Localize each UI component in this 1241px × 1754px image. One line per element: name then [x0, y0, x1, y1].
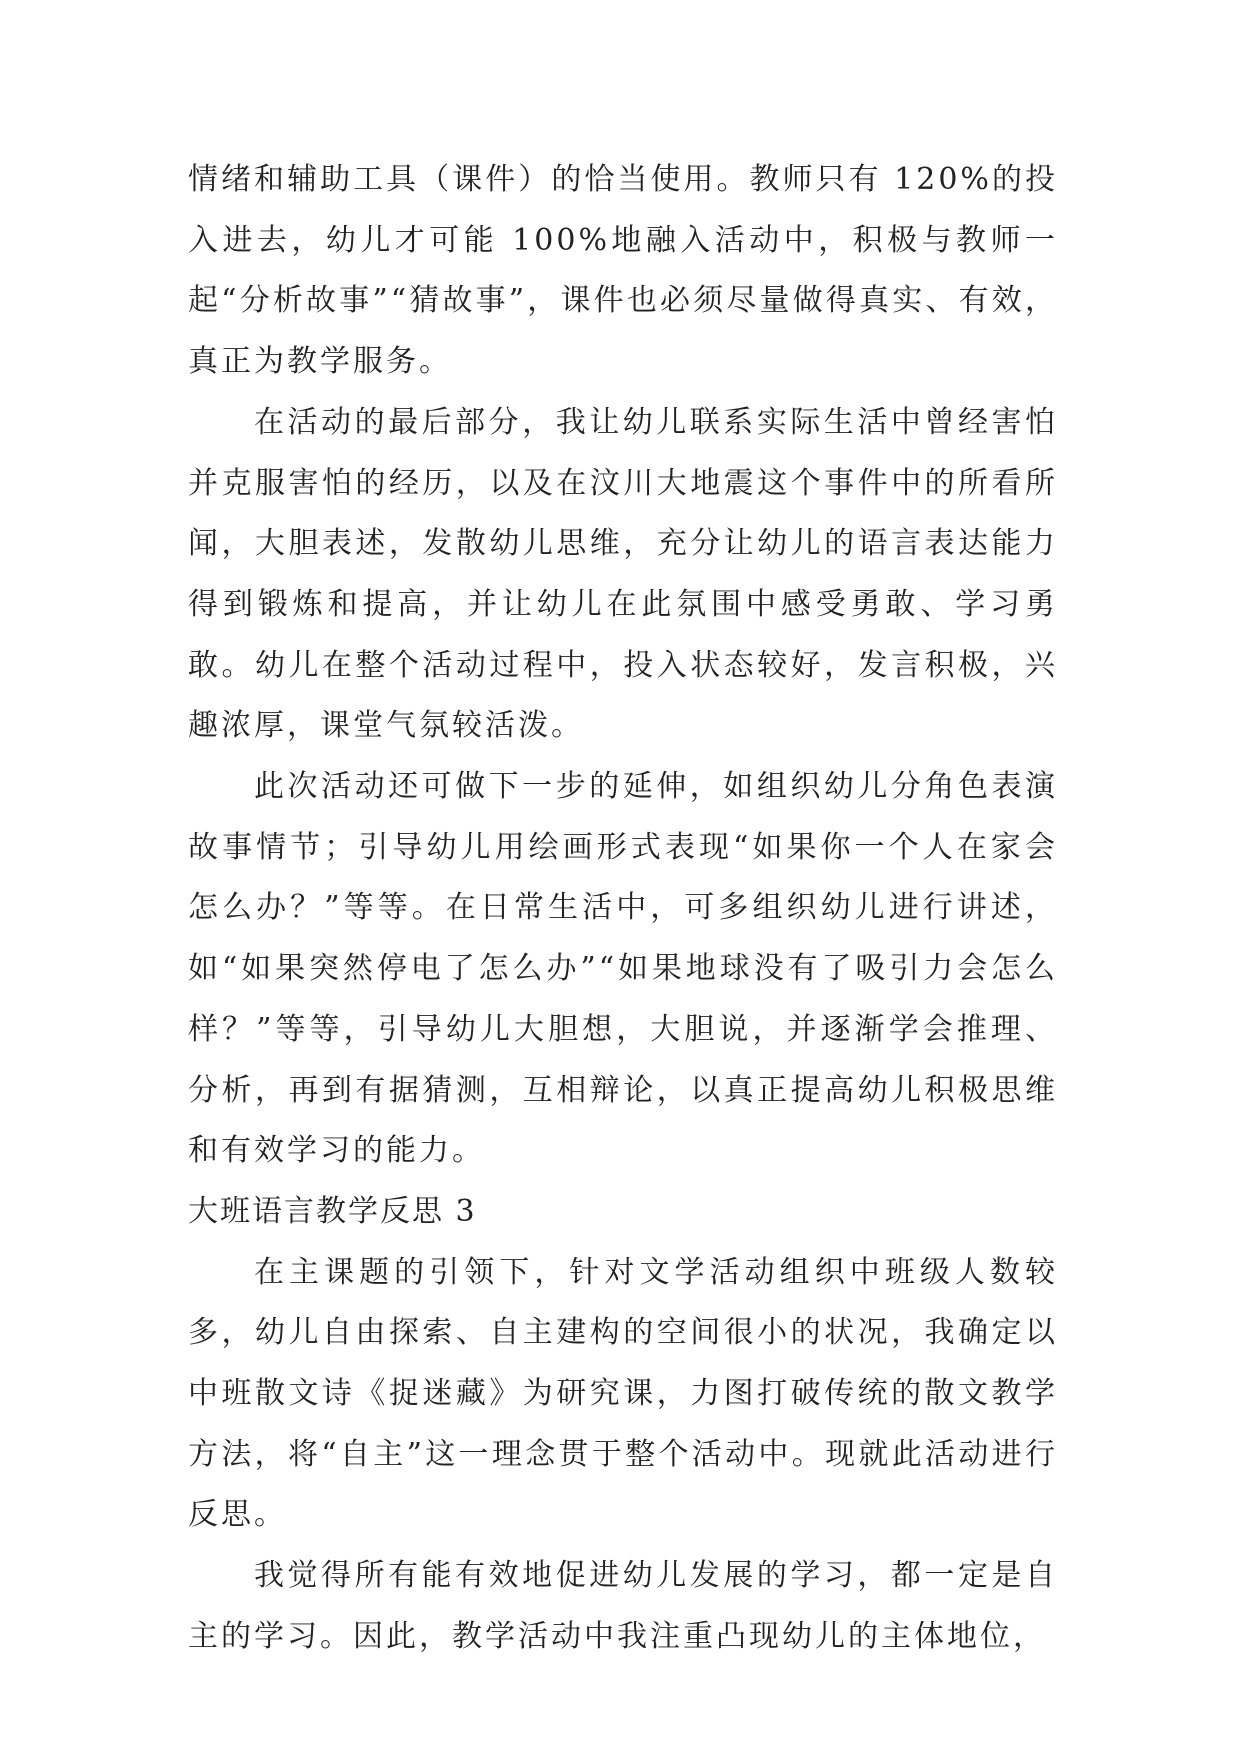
paragraph-continued: 情绪和辅助工具（课件）的恰当使用。教师只有 120%的投入进去，幼儿才可能 100%地融入活动中，积极与教师一起“分析故事”“猜故事”，课件也必须尽量做得真实、有效，真正为教学服务。 [188, 162, 1058, 380]
paragraph-section-autonomy: 我觉得所有能有效地促进幼儿发展的学习，都一定是自主的学习。因此，教学活动中我注重凸现幼儿的主体地位， [188, 1558, 1058, 1654]
paragraph-section-intro: 在主课题的引领下，针对文学活动组织中班级人数较多，幼儿自由探索、自主建构的空间很小的状况，我确定以中班散文诗《捉迷藏》为研究课，力图打破传统的散文教学方法，将“自主”这一理念贯于整个活动中。现就此活动进行反思。 [188, 1254, 1058, 1533]
document-body [188, 150, 1058, 1668]
section-heading: 大班语言教学反思 3 [188, 1193, 477, 1229]
paragraph-activity-extension: 此次活动还可做下一步的延伸，如组织幼儿分角色表演故事情节；引导幼儿用绘画形式表现“如果你一个人在家会怎么办？”等等。在日常生活中，可多组织幼儿进行讲述，如“如果突然停电了怎么办”“如果地球没有了吸引力会怎么样？”等等，引导幼儿大胆想，大胆说，并逐渐学会推理、分析，再到有据猜测，互相辩论，以真正提高幼儿积极思维和有效学习的能力。 [188, 769, 1058, 1169]
paragraph-activity-summary: 在活动的最后部分，我让幼儿联系实际生活中曾经害怕并克服害怕的经历，以及在汶川大地震这个事件中的所看所闻，大胆表述，发散幼儿思维，充分让幼儿的语言表达能力得到锻炼和提高，并让幼儿在此氛围中感受勇敢、学习勇敢。幼儿在整个活动过程中，投入状态较好，发言积极，兴趣浓厚，课堂气氛较活泼。 [188, 404, 1058, 744]
